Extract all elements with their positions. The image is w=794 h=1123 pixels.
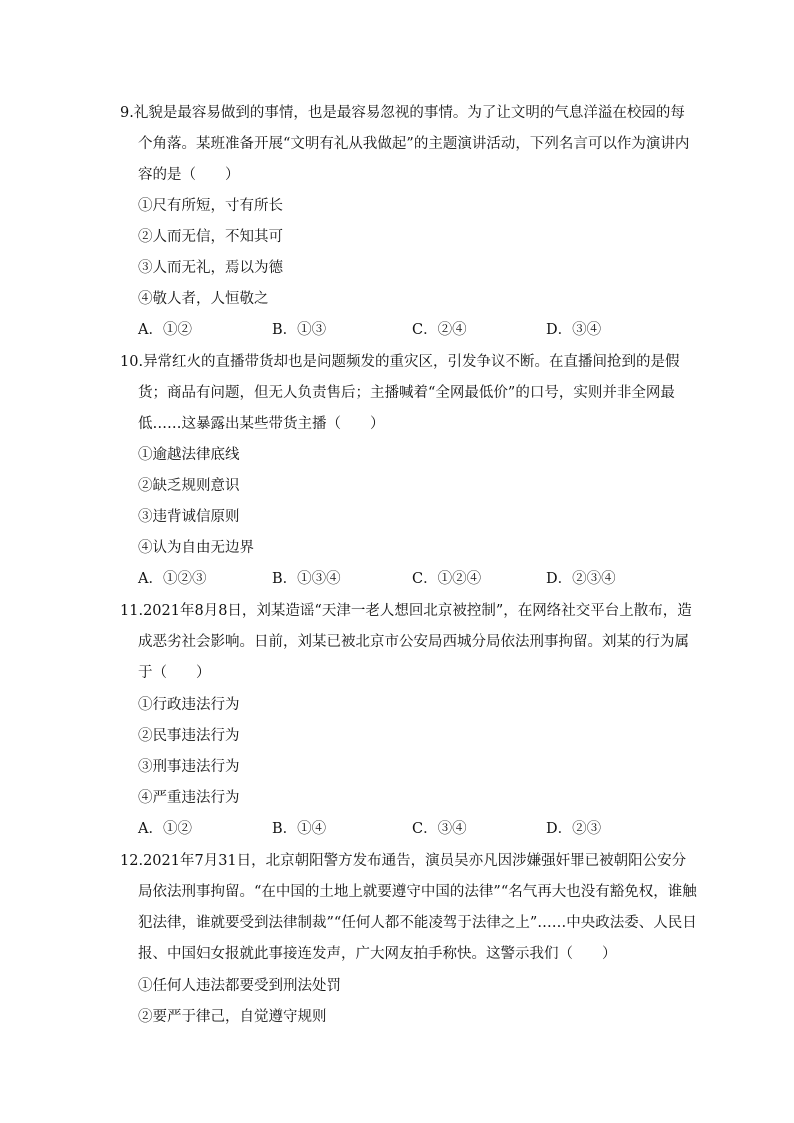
question-number: 11. bbox=[120, 603, 144, 619]
question-text: 2021年8月8日，刘某造谣“天津一老人想回北京被控制”，在网络社交平台上散布，造成恶劣社会影响。日前，刘某已被北京市公安局西城分局依法刑事拘留。刘某的行为属于（ ） bbox=[138, 603, 692, 681]
question-11-item-1: ①行政违法行为 bbox=[138, 697, 240, 713]
question-9-item-4: ④敬人者，人恒敬之 bbox=[138, 291, 269, 307]
question-11-item-4: ④严重违法行为 bbox=[138, 790, 240, 806]
question-number: 12. bbox=[120, 853, 144, 869]
question-10-option-a[interactable]: A．①②③ bbox=[138, 571, 207, 587]
question-12-item-2: ②要严于律己，自觉遵守规则 bbox=[138, 1009, 327, 1025]
question-11-option-d[interactable]: D．②③ bbox=[546, 821, 602, 837]
question-9-option-c[interactable]: C．②④ bbox=[412, 322, 467, 338]
question-10-option-d[interactable]: D．②③④ bbox=[546, 571, 616, 587]
question-10-stem bbox=[120, 347, 698, 440]
question-10-item-3: ③违背诚信原则 bbox=[138, 509, 240, 525]
question-9-option-b[interactable]: B．①③ bbox=[272, 322, 327, 338]
question-text: 异常红火的直播带货却也是问题频发的重灾区，引发争议不断。在直播间抢到的是假货；商品有问题，但无人负责售后；主播喊着“全网最低价”的口号，实则并非全网最低……这暴露出某些带货主播（ ） bbox=[138, 354, 680, 432]
question-9-item-1: ①尺有所短，寸有所长 bbox=[138, 198, 283, 214]
question-9-item-2: ②人而无信，不知其可 bbox=[138, 229, 283, 245]
question-10-option-b[interactable]: B．①③④ bbox=[272, 571, 341, 587]
question-11-option-b[interactable]: B．①④ bbox=[272, 821, 327, 837]
question-11-item-2: ②民事违法行为 bbox=[138, 728, 240, 744]
question-11-item-3: ③刑事违法行为 bbox=[138, 759, 240, 775]
question-11-option-c[interactable]: C．③④ bbox=[412, 821, 467, 837]
question-10-item-2: ②缺乏规则意识 bbox=[138, 478, 240, 494]
question-number: 9. bbox=[120, 105, 134, 121]
question-11-option-a[interactable]: A．①② bbox=[138, 821, 192, 837]
question-number: 10. bbox=[120, 354, 144, 370]
question-9-stem bbox=[120, 98, 698, 191]
question-9-option-d[interactable]: D．③④ bbox=[546, 322, 602, 338]
question-text: 礼貌是最容易做到的事情，也是最容易忽视的事情。为了让文明的气息洋溢在校园的每个角落。某班准备开展“文明有礼从我做起”的主题演讲活动，下列名言可以作为演讲内容的是（ ） bbox=[133, 105, 690, 183]
question-12-stem bbox=[120, 846, 698, 970]
question-12-item-1: ①任何人违法都要受到刑法处罚 bbox=[138, 978, 341, 994]
question-text: 2021年7月31日，北京朝阳警方发布通告，演员吴亦凡因涉嫌强奸罪已被朝阳公安分局依法刑事拘留。“在中国的土地上就要遵守中国的法律”“名气再大也没有豁免权，谁触犯法律，谁就要受到法律制裁”“任何人都不能凌驾于法律之上”……中央政法委、人民日报、中国妇女报就此事接连发声，广大网友拍手称快。这警示我们（ ） bbox=[138, 853, 697, 962]
question-9-item-3: ③人而无礼，焉以为德 bbox=[138, 260, 283, 276]
question-9-option-a[interactable]: A．①② bbox=[138, 322, 192, 338]
question-11-stem bbox=[120, 596, 698, 689]
question-10-item-1: ①逾越法律底线 bbox=[138, 447, 240, 463]
question-10-item-4: ④认为自由无边界 bbox=[138, 540, 254, 556]
question-10-option-c[interactable]: C．①②④ bbox=[412, 571, 482, 587]
